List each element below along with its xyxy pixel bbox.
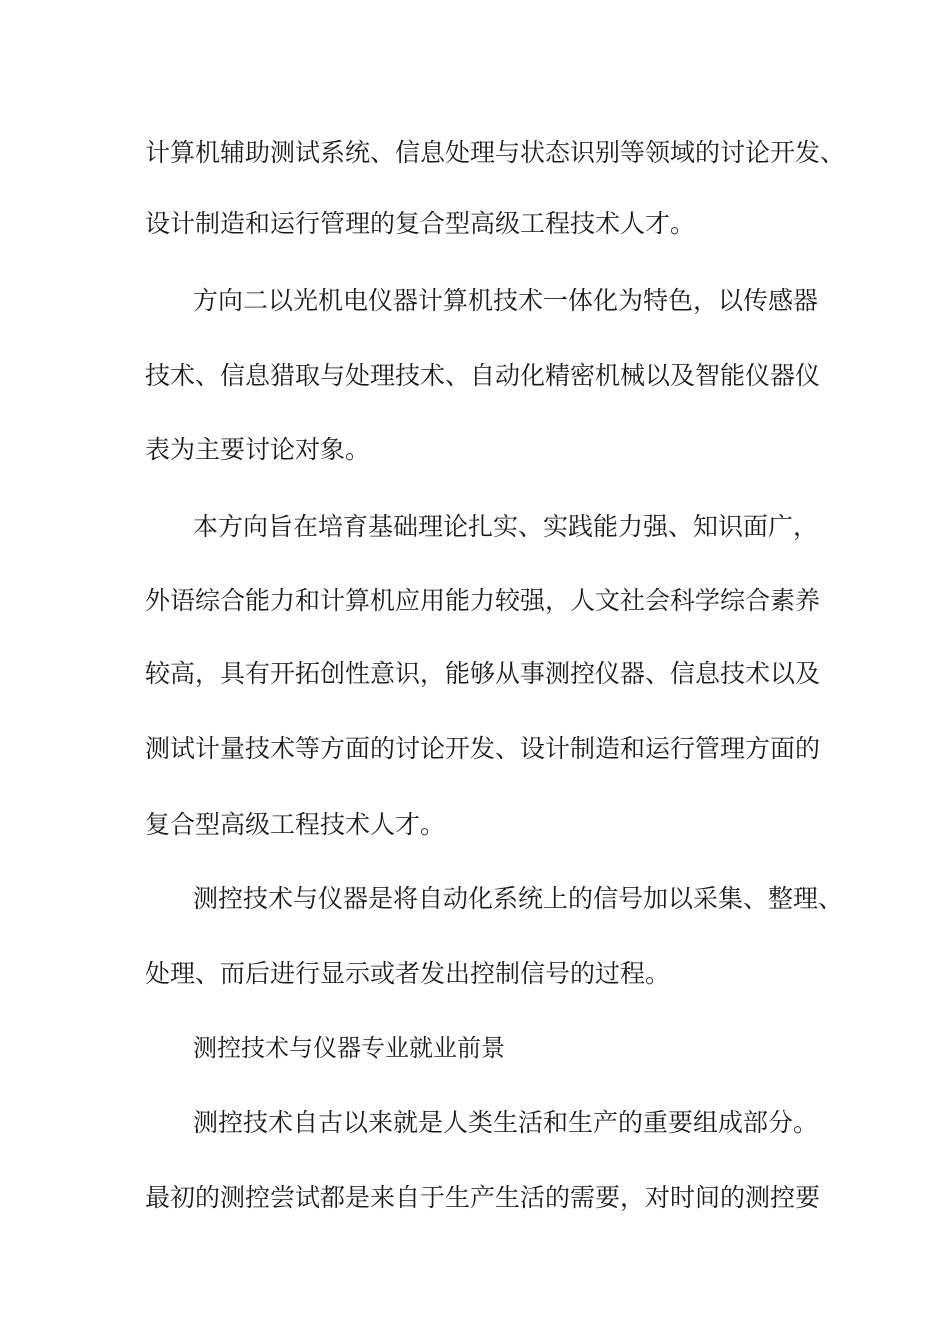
text-line: 复合型高级工程技术人才。 xyxy=(145,810,446,839)
text-line: 设计制造和运行管理的复合型高级工程技术人才。 xyxy=(145,209,696,238)
section-heading: 测控技术与仪器专业就业前景 xyxy=(193,1034,505,1062)
paragraph-first-line: 测控技术与仪器是将自动化系统上的信号加以采集、整理、 xyxy=(193,884,844,913)
text-line: 技术、信息猎取与处理技术、自动化精密机械以及智能仪器仪 xyxy=(145,361,821,390)
text-line: 测试计量技术等方面的讨论开发、设计制造和运行管理方面的 xyxy=(145,734,821,763)
text-line: 处理、而后进行显示或者发出控制信号的过程。 xyxy=(145,959,671,988)
text-line: 最初的测控尝试都是来自于生产生活的需要，对时间的测控要 xyxy=(145,1183,821,1212)
paragraph-first-line: 方向二以光机电仪器计算机技术一体化为特色，以传感器 xyxy=(193,286,819,315)
text-line: 较高，具有开拓创性意识，能够从事测控仪器、信息技术以及 xyxy=(145,659,821,688)
paragraph-first-line: 本方向旨在培育基础理论扎实、实践能力强、知识面广， xyxy=(193,512,819,541)
text-line: 计算机辅助测试系统、信息处理与状态识别等领域的讨论开发、 xyxy=(145,138,846,167)
paragraph-first-line: 测控技术自古以来就是人类生活和生产的重要组成部分。 xyxy=(193,1108,819,1137)
text-line: 外语综合能力和计算机应用能力较强，人文社会科学综合素养 xyxy=(145,586,821,615)
text-line: 表为主要讨论对象。 xyxy=(145,435,371,464)
